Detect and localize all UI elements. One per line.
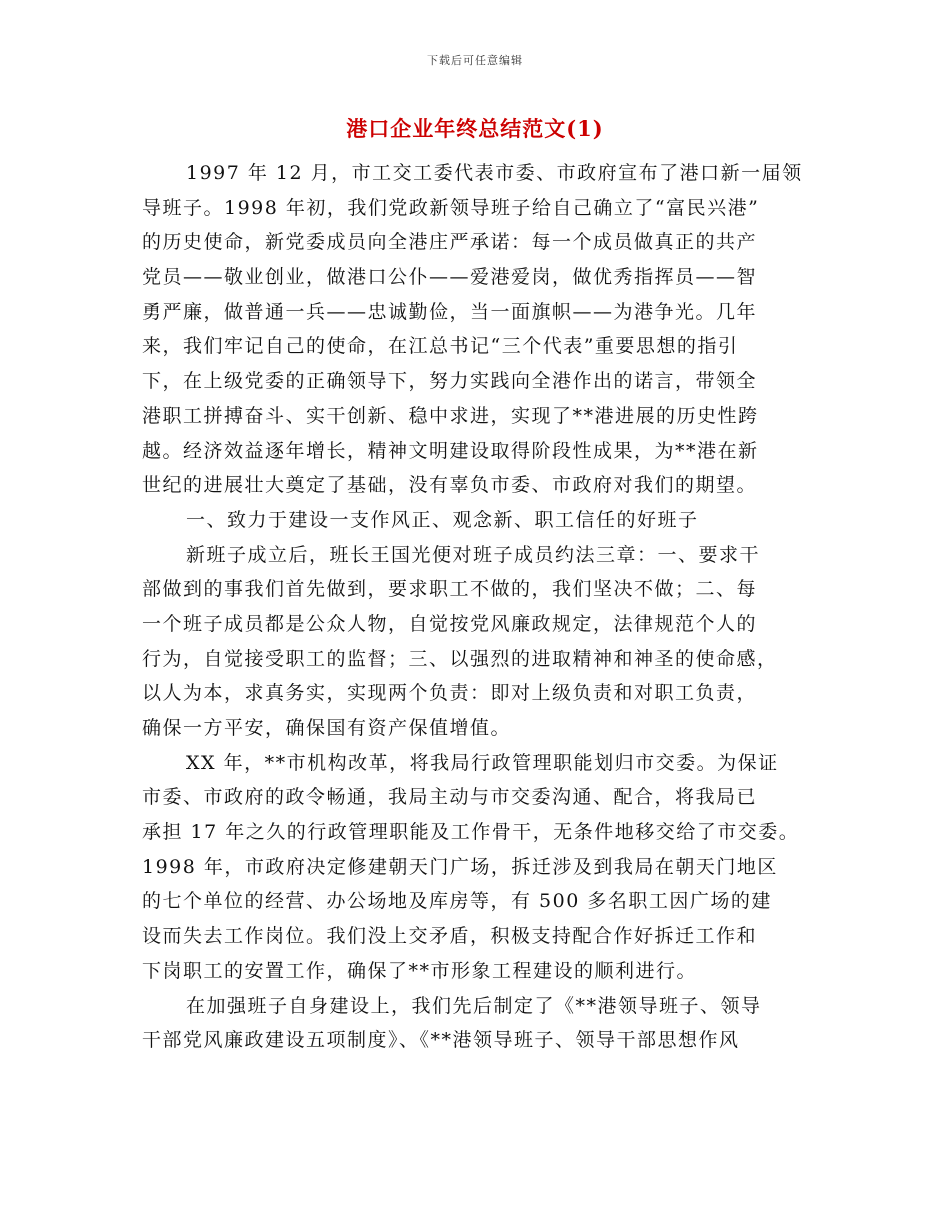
body-line: 新班子成立后，班长王国光便对班子成员约法三章：一、要求干 xyxy=(186,543,761,566)
body-line: 下，在上级党委的正确领导下，努力实践向全港作出的诺言，带领全 xyxy=(142,370,758,393)
body-line: 承担 17 年之久的行政管理职能及工作骨干，无条件地移交给了市交委。 xyxy=(142,821,800,844)
document-title: 港口企业年终总结范文(1) xyxy=(346,116,604,141)
section-heading: 一、致力于建设一支作风正、观念新、职工信任的好班子 xyxy=(186,508,699,531)
body-line: 世纪的进展壮大奠定了基础，没有辜负市委、市政府对我们的期望。 xyxy=(142,474,758,497)
body-line: 市委、市政府的政令畅通，我局主动与市交委沟通、配合，将我局已 xyxy=(142,786,758,809)
body-line: 确保一方平安，确保国有资产保值增值。 xyxy=(142,717,512,739)
body-line: 行为，自觉接受职工的监督；三、以强烈的进取精神和神圣的使命感， xyxy=(142,647,778,670)
body-line: 党员——敬业创业，做港口公仆——爱港爱岗，做优秀指挥员——智 xyxy=(142,266,758,289)
body-line: 以人为本，求真务实，实现两个负责：即对上级负责和对职工负责， xyxy=(142,682,758,705)
body-line: 越。经济效益逐年增长，精神文明建设取得阶段性成果，为**港在新 xyxy=(142,439,759,462)
body-line: 来，我们牢记自己的使命，在江总书记“三个代表”重要思想的指引 xyxy=(142,335,739,358)
body-line: 下岗职工的安置工作，确保了**市形象工程建设的顺利进行。 xyxy=(142,959,698,982)
body-line: 的历史使命，新党委成员向全港庄严承诺：每一个成员做真正的共产 xyxy=(142,231,758,254)
body-line: 导班子。1998 年初，我们党政新领导班子给自己确立了“富民兴港” xyxy=(142,196,760,219)
page-header: 下载后可任意编辑 xyxy=(427,54,523,67)
body-line: 一个班子成员都是公众人物，自觉按党风廉政规定，法律规范个人的 xyxy=(142,612,758,635)
body-line: 的七个单位的经营、办公场地及库房等，有 500 多名职工因广场的建 xyxy=(142,890,772,913)
body-line: 部做到的事我们首先做到，要求职工不做的，我们坚决不做；二、每 xyxy=(142,578,758,601)
body-line: 在加强班子自身建设上，我们先后制定了《**港领导班子、领导 xyxy=(186,994,762,1017)
body-line: 港职工拼搏奋斗、实干创新、稳中求进，实现了**港进展的历史性跨 xyxy=(142,404,759,427)
body-line: 1997 年 12 月，市工交工委代表市委、市政府宣布了港口新一届领 xyxy=(186,162,803,184)
body-line: 设而失去工作岗位。我们没上交矛盾，积极支持配合作好拆迁工作和 xyxy=(142,925,758,948)
body-line: XX 年，**市机构改革，将我局行政管理职能划归市交委。为保证 xyxy=(186,751,779,774)
body-line: 干部党风廉政建设五项制度》、《**港领导班子、领导干部思想作风 xyxy=(142,1029,740,1052)
body-line: 1998 年，市政府决定修建朝天门广场，拆迁涉及到我局在朝天门地区 xyxy=(142,855,778,878)
document-body xyxy=(142,156,822,1058)
body-line: 勇严廉，做普通一兵——忠诚勤俭，当一面旗帜——为港争光。几年 xyxy=(142,300,758,323)
